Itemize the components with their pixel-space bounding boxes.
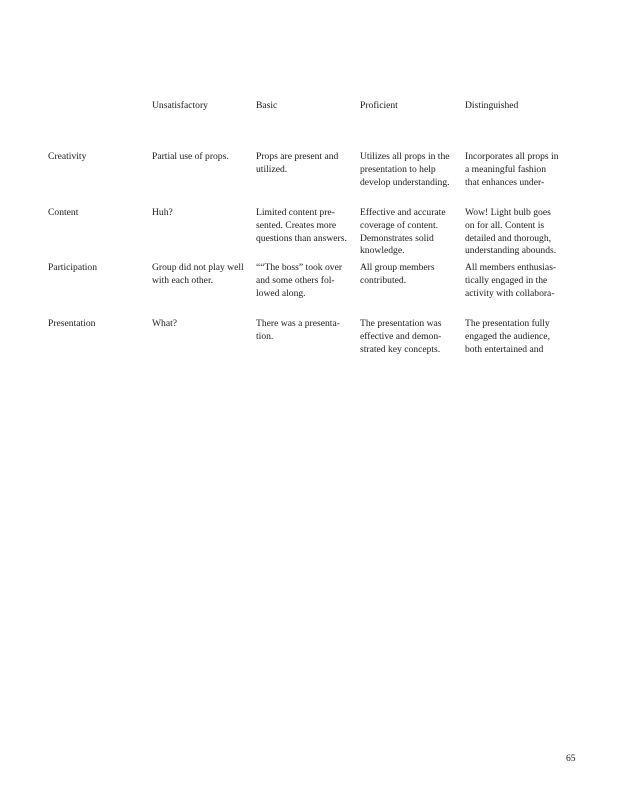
- cell-participation-distinguished: All members enthusias- tically engaged in the activity with collabora-: [465, 262, 557, 299]
- cell-presentation-basic: There was a presenta- tion.: [256, 318, 340, 342]
- page-number: 65: [566, 753, 576, 764]
- column-header-unsatisfactory: Unsatisfactory: [152, 100, 208, 111]
- column-header-distinguished: Distinguished: [465, 100, 519, 111]
- cell-content-distinguished: Wow! Light bulb goes on for all. Content is detailed and thorough, understanding abounds.: [465, 207, 557, 257]
- row-label-participation: Participation: [48, 262, 98, 273]
- cell-content-unsatisfactory: Huh?: [152, 207, 173, 218]
- cell-content-proficient: Effective and accurate coverage of content. Demonstrates solid knowledge.: [360, 207, 446, 257]
- cell-presentation-proficient: The presentation was effective and demon- strated key concepts.: [360, 318, 442, 355]
- cell-creativity-proficient: Utilizes all props in the presentation to help develop understanding.: [360, 151, 450, 188]
- cell-presentation-unsatisfactory: What?: [152, 318, 178, 329]
- column-header-basic: Basic: [256, 100, 278, 111]
- cell-creativity-distinguished: Incorporates all props in a meaningful fashion that enhances under-: [465, 151, 559, 188]
- cell-presentation-distinguished: The presentation fully engaged the audience, both entertained and: [465, 318, 550, 355]
- row-label-content: Content: [48, 207, 79, 218]
- cell-creativity-basic: Props are present and utilized.: [256, 151, 339, 175]
- cell-participation-proficient: All group members contributed.: [360, 262, 435, 286]
- cell-participation-basic: ““The boss” took over and some others fol- lowed along.: [256, 262, 343, 299]
- column-header-proficient: Proficient: [360, 100, 398, 111]
- row-label-presentation: Presentation: [48, 318, 96, 329]
- row-label-creativity: Creativity: [48, 151, 87, 162]
- cell-participation-unsatisfactory: Group did not play well with each other.: [152, 262, 244, 286]
- cell-creativity-unsatisfactory: Partial use of props.: [152, 151, 229, 162]
- cell-content-basic: Limited content pre- sented. Creates more questions than answers.: [256, 207, 347, 244]
